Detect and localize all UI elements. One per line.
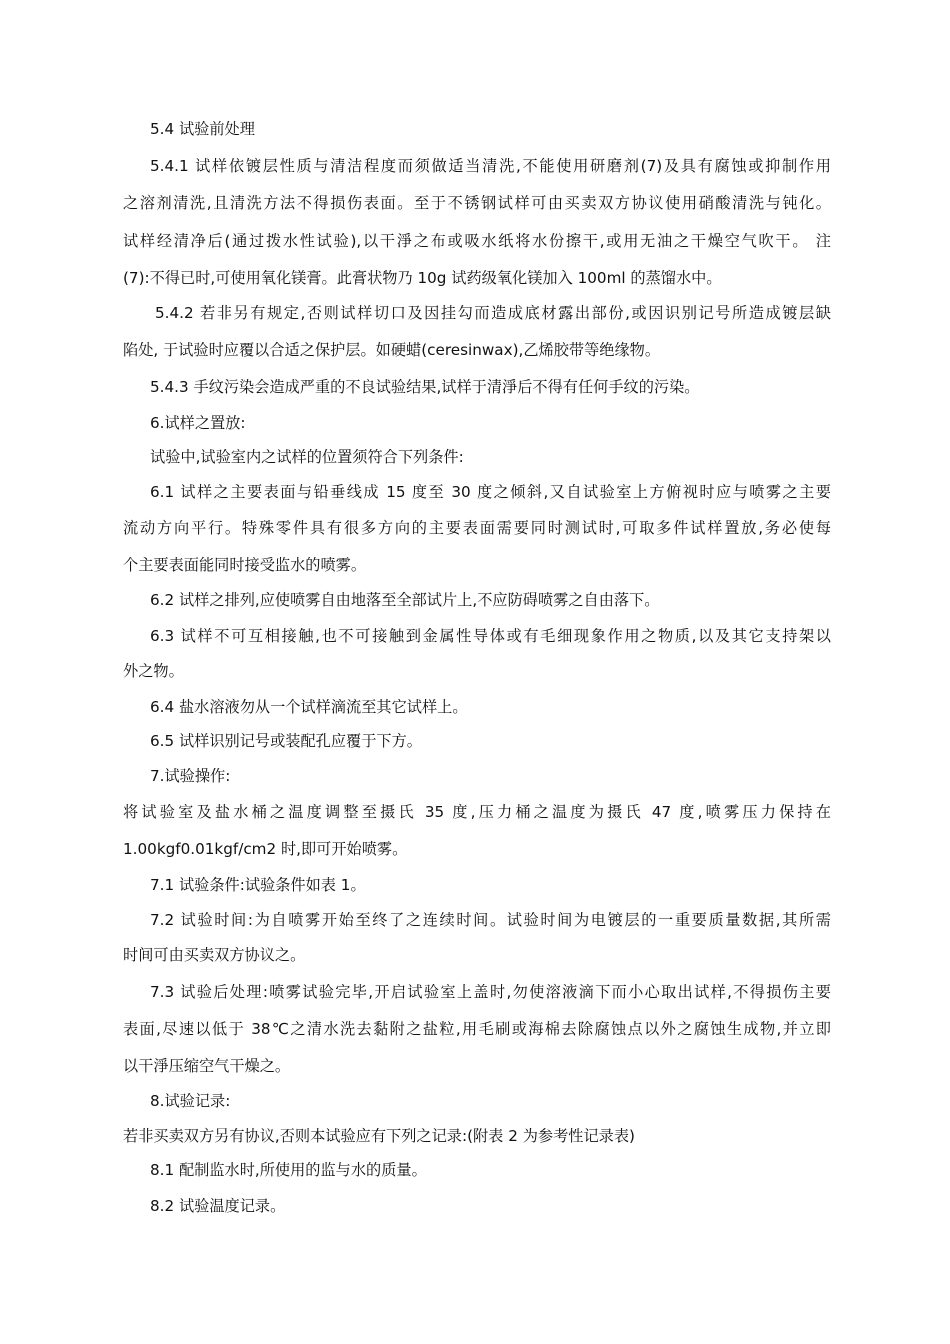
paragraph-6-1-line-1: 6.1 试样之主要表面与铅垂线成 15 度至 30 度之倾斜,又自试验室上方俯视时应与喷雾之主要	[150, 483, 831, 501]
heading-5-4: 5.4 试验前处理	[150, 120, 255, 138]
paragraph-5-4-1-line-3: 试样经清净后(通过拨水性试验),以干淨之布或吸水纸将水份擦干,或用无油之干燥空气吹干。 注	[123, 232, 831, 250]
heading-8: 8.试验记录:	[150, 1092, 231, 1110]
paragraph-8-intro: 若非买卖双方另有协议,否则本试验应有下列之记录:(附表 2 为参考性记录表)	[123, 1127, 635, 1145]
heading-7: 7.试验操作:	[150, 767, 231, 785]
heading-6: 6.试样之置放:	[150, 414, 246, 432]
paragraph-7-1: 7.1 试验条件:试验条件如表 1。	[150, 876, 366, 894]
paragraph-8-1: 8.1 配制监水时,所使用的监与水的质量。	[150, 1161, 427, 1179]
paragraph-7-3-line-3: 以干淨压缩空气干燥之。	[123, 1057, 291, 1075]
paragraph-7-2-line-1: 7.2 试验时间:为自喷雾开始至终了之连续时间。试验时间为电镀层的一重要质量数据,其所需	[150, 911, 831, 929]
paragraph-7-intro-line-1: 将试验室及盐水桶之温度调整至摄氏 35 度,压力桶之温度为摄氏 47 度,喷雾压力保持在	[123, 803, 831, 821]
paragraph-7-3-line-2: 表面,尽速以低于 38℃之清水洗去黏附之盐粒,用毛刷或海棉去除腐蚀点以外之腐蚀生成物,并立即	[123, 1020, 831, 1038]
paragraph-6-3-line-2: 外之物。	[123, 662, 184, 680]
paragraph-5-4-1-line-4: (7):不得已时,可使用氧化镁膏。此膏状物乃 10g 试药级氧化镁加入 100ml 的蒸馏水中。	[123, 269, 722, 287]
paragraph-8-2: 8.2 试验温度记录。	[150, 1197, 286, 1215]
paragraph-7-2-line-2: 时间可由买卖双方协议之。	[123, 946, 306, 964]
paragraph-7-intro-line-2: 1.00kgf0.01kgf/cm2 时,即可开始喷雾。	[123, 840, 408, 858]
paragraph-5-4-3: 5.4.3 手纹污染会造成严重的不良试验结果,试样于清淨后不得有任何手纹的污染。	[150, 378, 700, 396]
paragraph-5-4-2-line-1: 5.4.2 若非另有规定,否则试样切口及因挂勾而造成底材露出部份,或因识别记号所造成镀层缺	[155, 304, 831, 322]
paragraph-6-2: 6.2 试样之排列,应使喷雾自由地落至全部试片上,不应防碍喷雾之自由落下。	[150, 591, 660, 609]
paragraph-7-3-line-1: 7.3 试验后处理:喷雾试验完毕,开启试验室上盖时,勿使溶液滴下而小心取出试样,不得损伤主要	[150, 983, 831, 1001]
paragraph-6-1-line-2: 流动方向平行。特殊零件具有很多方向的主要表面需要同时测试时,可取多件试样置放,务必使每	[123, 519, 831, 537]
paragraph-6-5: 6.5 试样识别记号或装配孔应覆于下方。	[150, 732, 422, 750]
paragraph-6-1-line-3: 个主要表面能同时接受监水的喷雾。	[123, 556, 366, 574]
paragraph-6-4: 6.4 盐水溶液勿从一个试样滴流至其它试样上。	[150, 698, 468, 716]
paragraph-5-4-1-line-2: 之溶剂清洗,且清洗方法不得损伤表面。至于不锈钢试样可由买卖双方协议使用硝酸清洗与钝化。	[123, 194, 831, 212]
paragraph-6-intro: 试验中,试验室内之试样的位置须符合下列条件:	[150, 448, 464, 466]
paragraph-5-4-2-line-2: 陷处, 于试验时应覆以合适之保护层。如硬蜡(ceresinwax),乙烯胶带等绝缘物。	[123, 341, 661, 359]
paragraph-6-3-line-1: 6.3 试样不可互相接触,也不可接触到金属性导体或有毛细现象作用之物质,以及其它支持架以	[150, 627, 831, 645]
paragraph-5-4-1-line-1: 5.4.1 试样依镀层性质与清洁程度而须做适当清洗,不能使用研磨剂(7)及具有腐蚀或抑制作用	[150, 157, 831, 175]
